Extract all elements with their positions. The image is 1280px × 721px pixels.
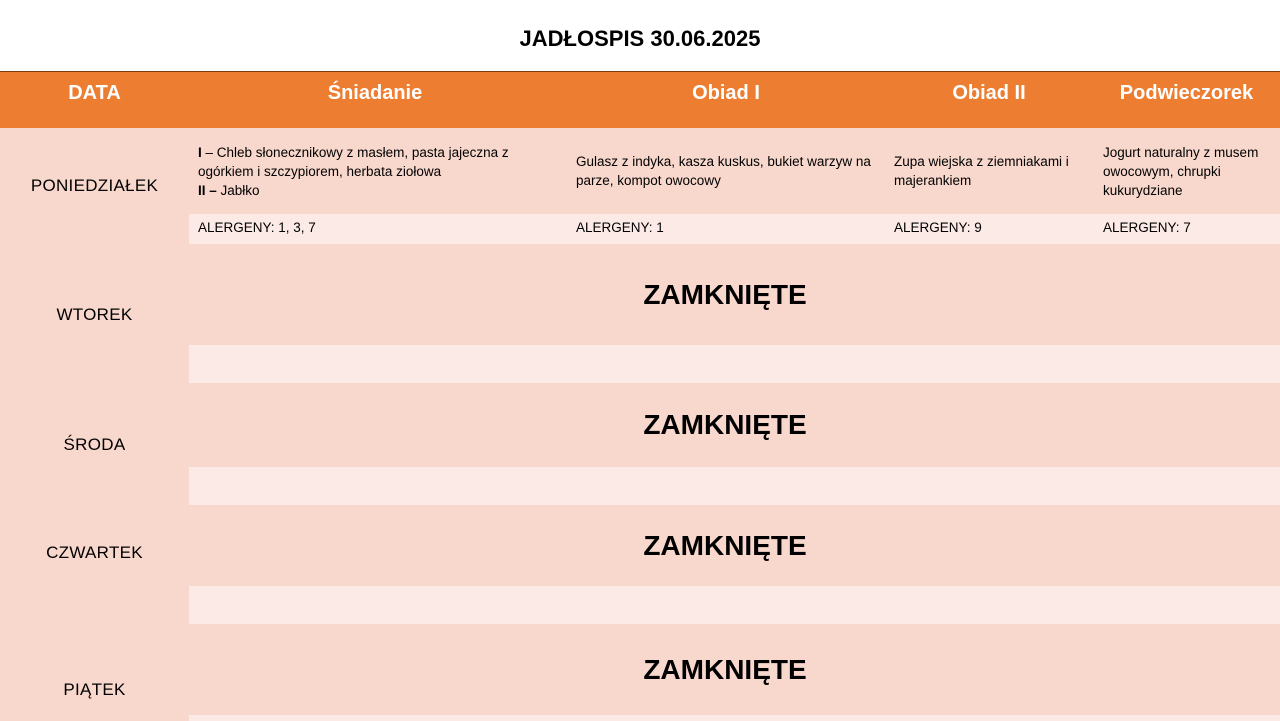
day-wednesday: ŚRODA [63,435,126,454]
breakfast-marker-2: II – [198,183,217,198]
friday-closed: ZAMKNIĘTE [643,654,807,685]
thursday-allergen-row [189,586,1280,624]
page-title: JADŁOSPIS 30.06.2025 [519,26,761,51]
header-lunch1: Obiad I [692,82,760,104]
header-breakfast: Śniadanie [327,82,423,104]
tuesday-closed: ZAMKNIĘTE [643,279,807,310]
monday-snack: Jogurt naturalny z musem owocowym, chrupki kukurydziane [1103,145,1259,198]
breakfast-marker-1: I [198,145,202,160]
wednesday-allergen-row [189,467,1280,505]
table-header [0,72,1280,128]
friday-allergen-row [189,715,1280,721]
monday-lunch1: Gulasz z indyka, kasza kuskus, bukiet warzyw na parze, kompot owocowy [576,154,871,188]
breakfast-line-2: Jabłko [216,183,260,198]
day-monday: PONIEDZIAŁEK [30,176,159,195]
breakfast-line-1: – Chleb słonecznikowy z masłem, pasta jajeczna z ogórkiem i szczypiorem, herbata ziołowa [198,145,509,179]
monday-lunch2: Zupa wiejska z ziemniakami i majerankiem [894,154,1069,188]
header-lunch2: Obiad II [952,82,1026,104]
day-friday: PIĄTEK [63,680,126,699]
day-tuesday: WTOREK [56,305,133,324]
monday-breakfast-allergens: ALERGENY: 1, 3, 7 [198,220,316,235]
thursday-closed: ZAMKNIĘTE [643,530,807,561]
header-date: DATA [68,82,121,104]
wednesday-closed: ZAMKNIĘTE [643,409,807,440]
monday-breakfast [198,143,543,200]
day-thursday: CZWARTEK [46,543,143,562]
monday-lunch2-allergens: ALERGENY: 9 [894,220,982,235]
monday-snack-allergens: ALERGENY: 7 [1103,220,1191,235]
monday-lunch1-allergens: ALERGENY: 1 [576,220,664,235]
tuesday-allergen-row [189,345,1280,383]
header-snack: Podwieczorek [1119,82,1254,104]
menu-table [0,71,1280,721]
